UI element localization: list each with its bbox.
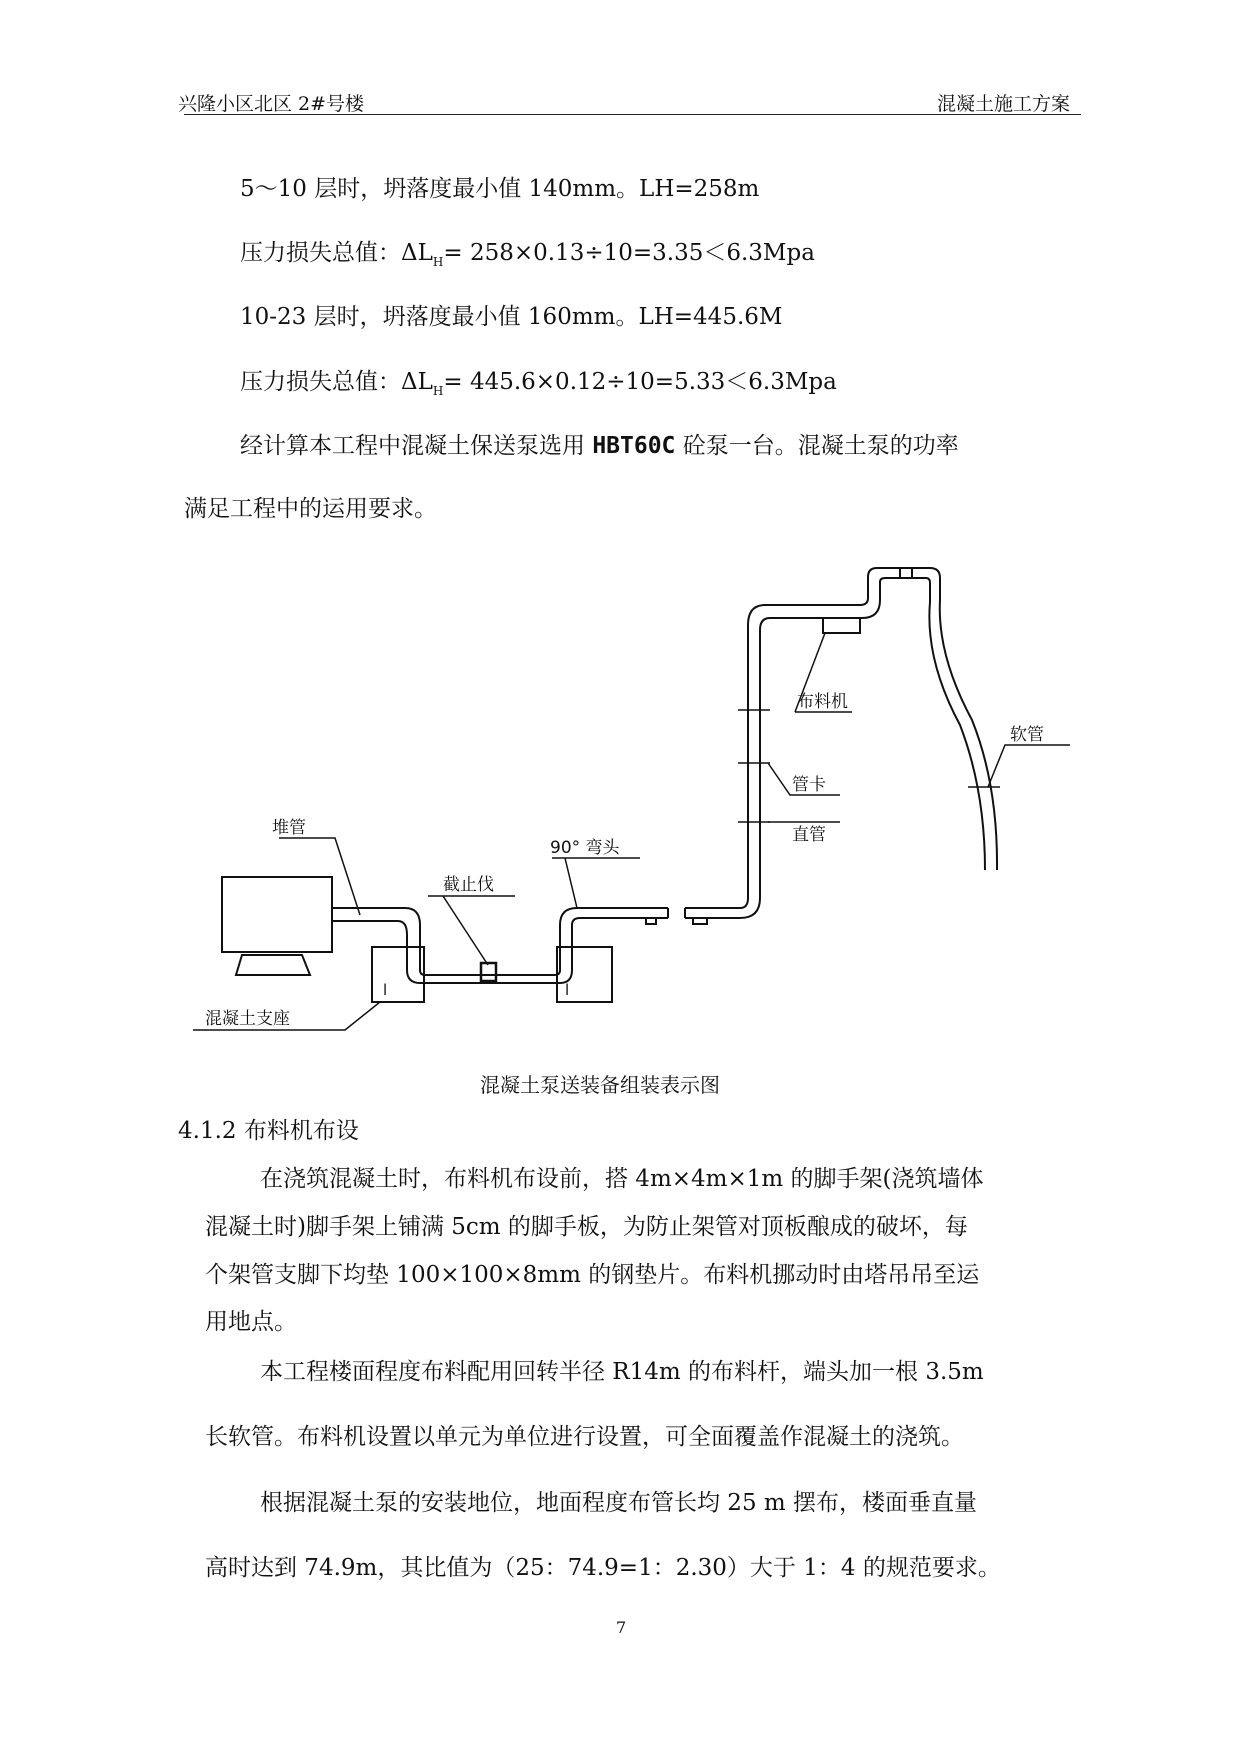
elbow-2-outer — [560, 908, 668, 925]
paragraph-slump-5-10: 5～10 层时，坍落度最小值 140mm。LH=258m — [240, 176, 760, 202]
section-p1-line2: 混凝土时)脚手架上铺满 5cm 的脚手板，为防止架管对顶板酿成的破坏，每 — [205, 1214, 968, 1240]
label-90-elbow: 90° 弯头 — [550, 838, 620, 858]
header-left: 兴隆小区北区 2#号楼 — [178, 93, 365, 115]
section-p2-line1: 本工程楼面程度布料配用回转半径 R14m 的布料杆，端头加一根 3.5m — [260, 1359, 984, 1385]
top-loop-inner — [880, 578, 930, 602]
label-distributor: 布料机 — [797, 692, 848, 712]
top-pipe-lower — [760, 590, 880, 630]
label-shutoff-valve: 截止伐 — [443, 875, 494, 895]
hose-right — [940, 600, 997, 870]
section-p1-line3: 个架管支脚下均垫 100×100×8mm 的钢垫片。布料机挪动时由塔吊吊至运 — [205, 1262, 980, 1288]
section-p3-line1: 根据混凝土泵的安装地位，地面程度布管长均 25 m 摆布，楼面垂直量 — [260, 1490, 978, 1516]
header-right: 混凝土施工方案 — [937, 93, 1071, 115]
label-box-right-mark: l — [565, 981, 570, 999]
pump-base — [236, 955, 310, 975]
distributor-box — [823, 618, 860, 633]
leader-hose — [988, 745, 1070, 787]
pump-body — [222, 877, 332, 952]
hose-left — [929, 602, 985, 870]
section-p1-line1: 在浇筑混凝土时，布料机布设前，搭 4m×4m×1m 的脚手架(浇筑墙体 — [260, 1166, 984, 1192]
label-duiguan: 堆管 — [272, 818, 306, 838]
label-hose: 软管 — [1010, 725, 1044, 745]
label-box-left-mark: l — [383, 981, 388, 999]
section-title: 4.1.2 布料机布设 — [178, 1118, 359, 1144]
label-concrete-support: 混凝土支座 — [205, 1009, 290, 1029]
low-pipe-top — [420, 970, 560, 975]
top-pipe-upper — [748, 590, 868, 625]
paragraph-slump-10-23: 10-23 层时，坍落度最小值 160mm。LH=445.6M — [240, 304, 783, 330]
paragraph-pump-selection: 经计算本工程中混凝土保送泵选用 HBT60C 砼泵一台。混凝土泵的功率 — [240, 433, 959, 459]
elbow-1-inner — [398, 921, 407, 970]
label-pipe-clamp: 管卡 — [792, 775, 826, 795]
pipe-clamp-1 — [646, 918, 656, 924]
page-number: 7 — [616, 1618, 627, 1637]
shutoff-valve — [481, 963, 496, 981]
paragraph-pump-selection-line2: 满足工程中的运用要求。 — [184, 496, 437, 522]
section-p3-line2: 高时达到 74.9m，其比值为（25：74.9=1：2.30）大于 1：4 的规范要求。 — [205, 1555, 1001, 1581]
paragraph-pressure-loss-2: 压力损失总值：$\Delta L_H= 445.6\times 0.12\div 10=5.33<6.3Mpa$ — [240, 369, 837, 398]
vertical-pipe-inner — [740, 625, 748, 908]
label-straight-pipe: 直管 — [792, 825, 826, 845]
leader-elbow — [565, 858, 577, 908]
paragraph-pressure-loss-1: 压力损失总值：$\Delta L_H= 258\times 0.13\div 10=3.35<6.3Mpa$ — [240, 240, 815, 269]
pipe-clamp-2 — [693, 918, 707, 924]
section-p1-line4: 用地点。 — [205, 1309, 297, 1335]
vertical-pipe-outer — [740, 630, 760, 918]
support-box-left — [372, 947, 424, 1002]
pump-model: HBT60C — [592, 433, 676, 459]
leader-valve — [443, 896, 488, 965]
diagram-caption: 混凝土泵送装备组装表示图 — [480, 1073, 720, 1097]
section-p2-line2: 长软管。布料机设置以单元为单位进行设置，可全面覆盖作混凝土的浇筑。 — [205, 1424, 964, 1450]
